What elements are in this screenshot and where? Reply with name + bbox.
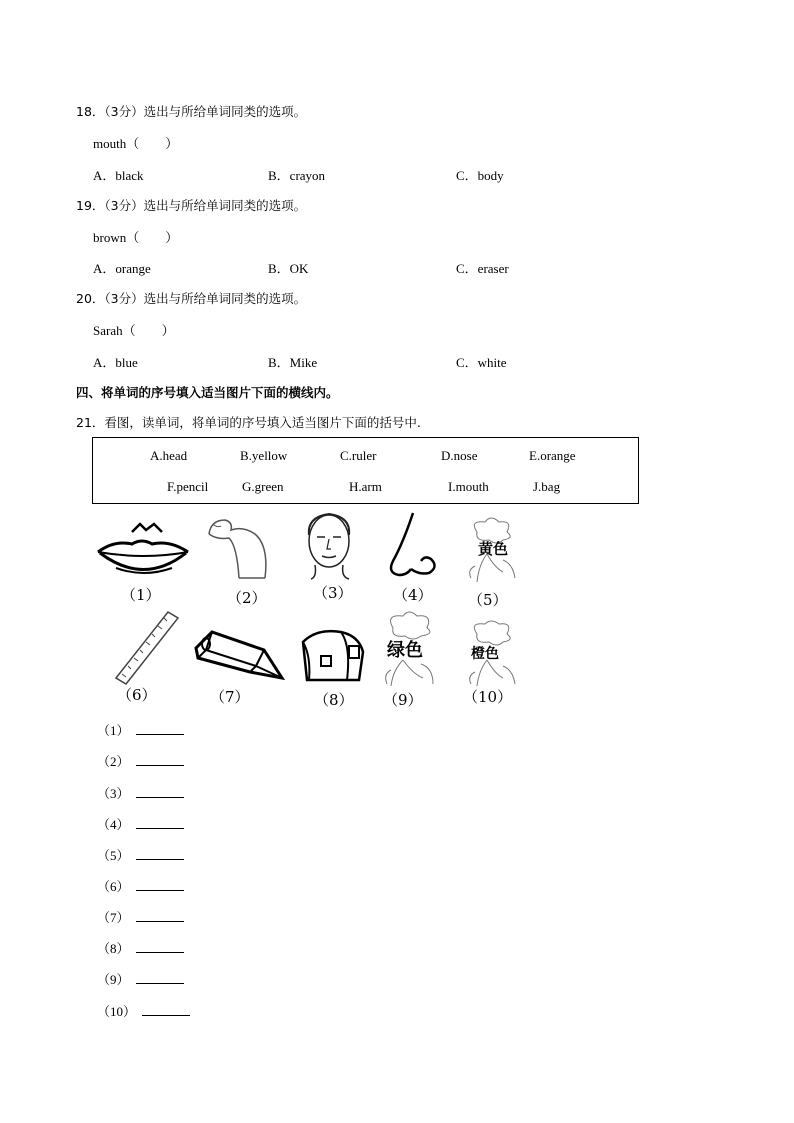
- pencil-icon: [192, 628, 286, 682]
- mouth-icon: [96, 520, 192, 582]
- picture-label-1: （1）: [121, 586, 161, 604]
- word-c: C.ruler: [340, 448, 377, 463]
- answer-label-3: （3）: [97, 786, 130, 801]
- flower-10-text: 橙色: [471, 646, 499, 662]
- word-j: J.bag: [533, 479, 561, 494]
- word-h: H.arm: [349, 479, 382, 494]
- question-18-option-b[interactable]: B．crayon: [268, 168, 326, 183]
- answer-blank-5[interactable]: [136, 849, 184, 860]
- ruler-icon: [112, 608, 182, 688]
- question-19-option-c[interactable]: C．eraser: [456, 261, 509, 276]
- answer-row-3: [97, 783, 184, 802]
- arm-icon: [203, 514, 273, 582]
- picture-label-8: （8）: [314, 691, 354, 709]
- picture-label-4: （4）: [393, 586, 433, 604]
- picture-label-3: （3）: [313, 584, 353, 602]
- word-b: B.yellow: [240, 448, 288, 463]
- question-21-stem: 21．看图，读单词，将单词的序号填入适当图片下面的括号中.: [76, 415, 421, 430]
- answer-blank-8[interactable]: [136, 942, 184, 953]
- answer-label-9: （9）: [97, 972, 130, 987]
- word-f: F.pencil: [167, 479, 209, 494]
- question-18-stem: 18．（3分）选出与所给单词同类的选项。: [76, 104, 307, 119]
- question-20-option-c[interactable]: C．white: [456, 355, 507, 370]
- flower-icon-yellow: [463, 514, 523, 584]
- section-4-heading: 四、将单词的序号填入适当图片下面的横线内。: [76, 385, 339, 400]
- question-19-stem: 19．（3分）选出与所给单词同类的选项。: [76, 198, 307, 213]
- answer-blank-1[interactable]: [136, 724, 184, 735]
- nose-icon: [383, 509, 441, 579]
- word-d: D.nose: [441, 448, 478, 463]
- picture-label-6: （6）: [117, 686, 157, 704]
- answer-label-6: （6）: [97, 879, 130, 894]
- question-19-option-a[interactable]: A．orange: [93, 261, 151, 276]
- answer-row-8: [97, 938, 184, 957]
- flower-icon-orange: [463, 618, 523, 688]
- answer-blank-3[interactable]: [136, 787, 184, 798]
- question-20-prompt: Sarah（ ）: [93, 323, 175, 338]
- word-a: A.head: [150, 448, 188, 463]
- answer-row-4: [97, 814, 184, 833]
- answer-row-7: [97, 907, 184, 926]
- answer-blank-10[interactable]: [142, 1005, 190, 1016]
- question-19-option-b[interactable]: B．OK: [268, 261, 309, 276]
- question-18-prompt: mouth（ ）: [93, 136, 179, 151]
- answer-label-8: （8）: [97, 941, 130, 956]
- answer-label-1: （1）: [97, 723, 130, 738]
- answer-blank-6[interactable]: [136, 880, 184, 891]
- question-20-option-a[interactable]: A．blue: [93, 355, 138, 370]
- picture-label-10: （10）: [463, 688, 513, 706]
- answer-blank-9[interactable]: [136, 973, 184, 984]
- answer-row-2: [97, 751, 184, 770]
- answer-label-2: （2）: [97, 754, 130, 769]
- word-i: I.mouth: [448, 479, 489, 494]
- question-20-option-b[interactable]: B．Mike: [268, 355, 318, 370]
- answer-row-9: [97, 969, 184, 988]
- answer-label-7: （7）: [97, 910, 130, 925]
- flower-5-text: 黄色: [478, 540, 509, 558]
- picture-label-9: （9）: [383, 691, 423, 709]
- question-18-option-c[interactable]: C．body: [456, 168, 504, 183]
- question-18-option-a[interactable]: A．black: [93, 168, 144, 183]
- answer-row-1: [97, 720, 184, 739]
- answer-row-10: [97, 1001, 190, 1020]
- answer-row-6: [97, 876, 184, 895]
- answer-blank-2[interactable]: [136, 755, 184, 766]
- picture-label-2: （2）: [227, 589, 267, 607]
- answer-blank-4[interactable]: [136, 818, 184, 829]
- bag-icon: [297, 622, 369, 686]
- answer-label-5: （5）: [97, 848, 130, 863]
- question-19-prompt: brown（ ）: [93, 230, 179, 245]
- answer-label-4: （4）: [97, 817, 130, 832]
- picture-label-7: （7）: [210, 688, 250, 706]
- answer-label-10: （10）: [97, 1004, 137, 1019]
- question-20-stem: 20．（3分）选出与所给单词同类的选项。: [76, 291, 307, 306]
- head-icon: [297, 509, 361, 581]
- word-g: G.green: [242, 479, 284, 494]
- flower-9-text: 绿色: [387, 640, 423, 661]
- word-e: E.orange: [529, 448, 576, 463]
- answer-row-5: [97, 845, 184, 864]
- flower-icon-green: [379, 608, 443, 688]
- picture-label-5: （5）: [468, 591, 508, 609]
- answer-blank-7[interactable]: [136, 911, 184, 922]
